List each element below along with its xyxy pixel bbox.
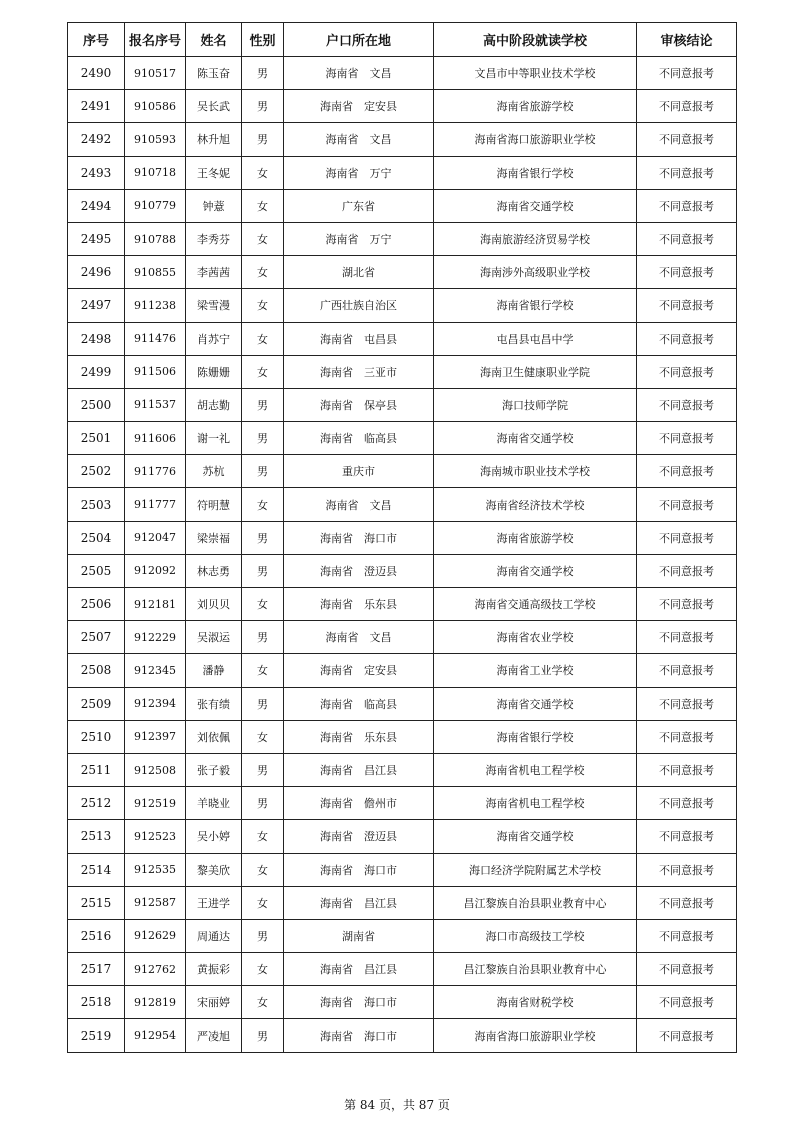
cell-gender: 女 bbox=[242, 355, 284, 388]
cell-seq: 2510 bbox=[68, 720, 125, 753]
cell-school: 海南省交通学校 bbox=[434, 554, 637, 587]
cell-seq: 2503 bbox=[68, 488, 125, 521]
cell-reg-no: 912345 bbox=[125, 654, 186, 687]
table-row bbox=[68, 953, 737, 986]
cell-seq: 2504 bbox=[68, 521, 125, 554]
cell-name: 吴小婷 bbox=[186, 820, 242, 853]
cell-seq: 2519 bbox=[68, 1019, 125, 1052]
cell-gender: 男 bbox=[242, 422, 284, 455]
table-row bbox=[68, 156, 737, 189]
table-row bbox=[68, 488, 737, 521]
table-row bbox=[68, 753, 737, 786]
cell-gender: 女 bbox=[242, 654, 284, 687]
cell-school: 海南省旅游学校 bbox=[434, 90, 637, 123]
cell-reg-no: 912181 bbox=[125, 588, 186, 621]
cell-conclusion: 不同意报考 bbox=[637, 90, 737, 123]
cell-conclusion: 不同意报考 bbox=[637, 422, 737, 455]
cell-hukou: 海南省 海口市 bbox=[284, 1019, 434, 1052]
cell-seq: 2491 bbox=[68, 90, 125, 123]
cell-reg-no: 910593 bbox=[125, 123, 186, 156]
page-footer bbox=[0, 1096, 794, 1113]
cell-school: 海南省海口旅游职业学校 bbox=[434, 123, 637, 156]
column-header-seq: 序号 bbox=[68, 23, 125, 57]
applicant-table-container bbox=[67, 22, 736, 1053]
cell-hukou: 海南省 文昌 bbox=[284, 57, 434, 90]
table-row bbox=[68, 853, 737, 886]
cell-hukou: 海南省 乐东县 bbox=[284, 720, 434, 753]
cell-hukou: 海南省 海口市 bbox=[284, 521, 434, 554]
cell-conclusion: 不同意报考 bbox=[637, 820, 737, 853]
cell-seq: 2507 bbox=[68, 621, 125, 654]
cell-conclusion: 不同意报考 bbox=[637, 488, 737, 521]
cell-hukou: 海南省 乐东县 bbox=[284, 588, 434, 621]
cell-gender: 男 bbox=[242, 919, 284, 952]
cell-gender: 女 bbox=[242, 986, 284, 1019]
cell-conclusion: 不同意报考 bbox=[637, 322, 737, 355]
cell-hukou: 海南省 澄迈县 bbox=[284, 554, 434, 587]
cell-name: 陈姗姗 bbox=[186, 355, 242, 388]
cell-hukou: 海南省 澄迈县 bbox=[284, 820, 434, 853]
cell-seq: 2497 bbox=[68, 289, 125, 322]
cell-name: 张子毅 bbox=[186, 753, 242, 786]
table-row bbox=[68, 123, 737, 156]
cell-gender: 女 bbox=[242, 488, 284, 521]
cell-reg-no: 912629 bbox=[125, 919, 186, 952]
cell-conclusion: 不同意报考 bbox=[637, 123, 737, 156]
column-header-conclusion: 审核结论 bbox=[637, 23, 737, 57]
cell-seq: 2493 bbox=[68, 156, 125, 189]
cell-reg-no: 912954 bbox=[125, 1019, 186, 1052]
cell-conclusion: 不同意报考 bbox=[637, 388, 737, 421]
cell-name: 李秀芬 bbox=[186, 222, 242, 255]
cell-seq: 2509 bbox=[68, 687, 125, 720]
cell-hukou: 海南省 定安县 bbox=[284, 654, 434, 687]
cell-conclusion: 不同意报考 bbox=[637, 986, 737, 1019]
cell-school: 海口市高级技工学校 bbox=[434, 919, 637, 952]
cell-seq: 2513 bbox=[68, 820, 125, 853]
cell-reg-no: 911506 bbox=[125, 355, 186, 388]
cell-hukou: 海南省 海口市 bbox=[284, 986, 434, 1019]
cell-name: 潘静 bbox=[186, 654, 242, 687]
cell-school: 文昌市中等职业技术学校 bbox=[434, 57, 637, 90]
table-row bbox=[68, 687, 737, 720]
cell-hukou: 海南省 三亚市 bbox=[284, 355, 434, 388]
cell-gender: 男 bbox=[242, 123, 284, 156]
cell-seq: 2518 bbox=[68, 986, 125, 1019]
cell-hukou: 海南省 定安县 bbox=[284, 90, 434, 123]
cell-seq: 2496 bbox=[68, 256, 125, 289]
cell-conclusion: 不同意报考 bbox=[637, 687, 737, 720]
cell-seq: 2506 bbox=[68, 588, 125, 621]
cell-hukou: 海南省 昌江县 bbox=[284, 886, 434, 919]
cell-conclusion: 不同意报考 bbox=[637, 189, 737, 222]
cell-school: 海南省交通学校 bbox=[434, 189, 637, 222]
cell-gender: 男 bbox=[242, 57, 284, 90]
cell-gender: 男 bbox=[242, 521, 284, 554]
cell-school: 海南省交通学校 bbox=[434, 422, 637, 455]
cell-conclusion: 不同意报考 bbox=[637, 953, 737, 986]
table-row bbox=[68, 588, 737, 621]
cell-hukou: 海南省 临高县 bbox=[284, 422, 434, 455]
cell-reg-no: 911537 bbox=[125, 388, 186, 421]
cell-gender: 女 bbox=[242, 222, 284, 255]
table-row bbox=[68, 289, 737, 322]
cell-gender: 女 bbox=[242, 289, 284, 322]
cell-school: 海南省银行学校 bbox=[434, 156, 637, 189]
table-row bbox=[68, 222, 737, 255]
cell-hukou: 重庆市 bbox=[284, 455, 434, 488]
cell-hukou: 海南省 文昌 bbox=[284, 621, 434, 654]
cell-school: 昌江黎族自治县职业教育中心 bbox=[434, 953, 637, 986]
table-row bbox=[68, 720, 737, 753]
cell-seq: 2511 bbox=[68, 753, 125, 786]
cell-conclusion: 不同意报考 bbox=[637, 156, 737, 189]
cell-name: 王冬妮 bbox=[186, 156, 242, 189]
cell-school: 海南省机电工程学校 bbox=[434, 753, 637, 786]
cell-hukou: 海南省 临高县 bbox=[284, 687, 434, 720]
column-header-hukou: 户口所在地 bbox=[284, 23, 434, 57]
cell-hukou: 海南省 保亭县 bbox=[284, 388, 434, 421]
cell-conclusion: 不同意报考 bbox=[637, 256, 737, 289]
cell-conclusion: 不同意报考 bbox=[637, 787, 737, 820]
table-row bbox=[68, 388, 737, 421]
cell-conclusion: 不同意报考 bbox=[637, 753, 737, 786]
cell-reg-no: 912508 bbox=[125, 753, 186, 786]
cell-school: 海南省经济技术学校 bbox=[434, 488, 637, 521]
cell-seq: 2516 bbox=[68, 919, 125, 952]
cell-seq: 2517 bbox=[68, 953, 125, 986]
table-row bbox=[68, 355, 737, 388]
cell-seq: 2498 bbox=[68, 322, 125, 355]
table-row bbox=[68, 57, 737, 90]
column-header-reg-no: 报名序号 bbox=[125, 23, 186, 57]
cell-hukou: 海南省 屯昌县 bbox=[284, 322, 434, 355]
cell-school: 海南省财税学校 bbox=[434, 986, 637, 1019]
cell-name: 张有绩 bbox=[186, 687, 242, 720]
column-header-name: 姓名 bbox=[186, 23, 242, 57]
cell-name: 林升旭 bbox=[186, 123, 242, 156]
cell-school: 海南省银行学校 bbox=[434, 720, 637, 753]
cell-seq: 2492 bbox=[68, 123, 125, 156]
cell-name: 符明慧 bbox=[186, 488, 242, 521]
cell-gender: 男 bbox=[242, 388, 284, 421]
cell-reg-no: 912523 bbox=[125, 820, 186, 853]
cell-seq: 2501 bbox=[68, 422, 125, 455]
table-row bbox=[68, 919, 737, 952]
cell-seq: 2514 bbox=[68, 853, 125, 886]
cell-name: 林志勇 bbox=[186, 554, 242, 587]
cell-name: 黎美欣 bbox=[186, 853, 242, 886]
cell-name: 谢一礼 bbox=[186, 422, 242, 455]
table-row bbox=[68, 322, 737, 355]
cell-conclusion: 不同意报考 bbox=[637, 355, 737, 388]
cell-hukou: 湖北省 bbox=[284, 256, 434, 289]
cell-seq: 2502 bbox=[68, 455, 125, 488]
cell-hukou: 海南省 文昌 bbox=[284, 488, 434, 521]
cell-conclusion: 不同意报考 bbox=[637, 57, 737, 90]
cell-name: 宋丽婷 bbox=[186, 986, 242, 1019]
cell-name: 王进学 bbox=[186, 886, 242, 919]
cell-gender: 男 bbox=[242, 687, 284, 720]
cell-name: 钟薏 bbox=[186, 189, 242, 222]
cell-reg-no: 912397 bbox=[125, 720, 186, 753]
table-row bbox=[68, 654, 737, 687]
cell-school: 海南省农业学校 bbox=[434, 621, 637, 654]
cell-gender: 女 bbox=[242, 256, 284, 289]
cell-reg-no: 911238 bbox=[125, 289, 186, 322]
cell-reg-no: 912047 bbox=[125, 521, 186, 554]
cell-name: 羊晓业 bbox=[186, 787, 242, 820]
table-header-row bbox=[68, 23, 737, 57]
cell-reg-no: 912535 bbox=[125, 853, 186, 886]
cell-school: 海南省交通高级技工学校 bbox=[434, 588, 637, 621]
cell-name: 吴长武 bbox=[186, 90, 242, 123]
cell-hukou: 海南省 万宁 bbox=[284, 156, 434, 189]
cell-school: 海南城市职业技术学校 bbox=[434, 455, 637, 488]
cell-seq: 2494 bbox=[68, 189, 125, 222]
cell-hukou: 海南省 万宁 bbox=[284, 222, 434, 255]
cell-reg-no: 911606 bbox=[125, 422, 186, 455]
cell-hukou: 海南省 昌江县 bbox=[284, 953, 434, 986]
cell-name: 胡志勤 bbox=[186, 388, 242, 421]
cell-reg-no: 912819 bbox=[125, 986, 186, 1019]
cell-reg-no: 911776 bbox=[125, 455, 186, 488]
cell-school: 海南省银行学校 bbox=[434, 289, 637, 322]
cell-seq: 2500 bbox=[68, 388, 125, 421]
table-row bbox=[68, 820, 737, 853]
cell-reg-no: 912092 bbox=[125, 554, 186, 587]
table-row bbox=[68, 422, 737, 455]
cell-reg-no: 912519 bbox=[125, 787, 186, 820]
cell-gender: 女 bbox=[242, 953, 284, 986]
cell-school: 海南省交通学校 bbox=[434, 820, 637, 853]
cell-gender: 女 bbox=[242, 156, 284, 189]
cell-seq: 2515 bbox=[68, 886, 125, 919]
cell-gender: 男 bbox=[242, 455, 284, 488]
cell-seq: 2512 bbox=[68, 787, 125, 820]
cell-conclusion: 不同意报考 bbox=[637, 455, 737, 488]
cell-school: 海南旅游经济贸易学校 bbox=[434, 222, 637, 255]
column-header-gender: 性别 bbox=[242, 23, 284, 57]
cell-reg-no: 910718 bbox=[125, 156, 186, 189]
cell-gender: 女 bbox=[242, 322, 284, 355]
cell-seq: 2490 bbox=[68, 57, 125, 90]
cell-gender: 男 bbox=[242, 554, 284, 587]
cell-gender: 男 bbox=[242, 1019, 284, 1052]
cell-reg-no: 912587 bbox=[125, 886, 186, 919]
cell-gender: 男 bbox=[242, 621, 284, 654]
cell-gender: 女 bbox=[242, 588, 284, 621]
cell-school: 海口经济学院附属艺术学校 bbox=[434, 853, 637, 886]
cell-hukou: 海南省 海口市 bbox=[284, 853, 434, 886]
cell-name: 刘依佩 bbox=[186, 720, 242, 753]
table-row bbox=[68, 256, 737, 289]
cell-school: 海口技师学院 bbox=[434, 388, 637, 421]
cell-gender: 男 bbox=[242, 90, 284, 123]
cell-reg-no: 910517 bbox=[125, 57, 186, 90]
cell-name: 周通达 bbox=[186, 919, 242, 952]
cell-reg-no: 911777 bbox=[125, 488, 186, 521]
cell-conclusion: 不同意报考 bbox=[637, 853, 737, 886]
cell-name: 梁崇福 bbox=[186, 521, 242, 554]
cell-school: 海南省机电工程学校 bbox=[434, 787, 637, 820]
cell-gender: 女 bbox=[242, 189, 284, 222]
cell-reg-no: 910855 bbox=[125, 256, 186, 289]
cell-gender: 女 bbox=[242, 720, 284, 753]
cell-name: 陈玉奋 bbox=[186, 57, 242, 90]
cell-gender: 女 bbox=[242, 886, 284, 919]
cell-school: 海南省工业学校 bbox=[434, 654, 637, 687]
cell-school: 海南省交通学校 bbox=[434, 687, 637, 720]
cell-name: 刘贝贝 bbox=[186, 588, 242, 621]
cell-conclusion: 不同意报考 bbox=[637, 720, 737, 753]
cell-reg-no: 910779 bbox=[125, 189, 186, 222]
cell-gender: 男 bbox=[242, 753, 284, 786]
table-row bbox=[68, 986, 737, 1019]
table-row bbox=[68, 189, 737, 222]
table-body bbox=[68, 57, 737, 1053]
cell-name: 黄振彩 bbox=[186, 953, 242, 986]
column-header-school: 高中阶段就读学校 bbox=[434, 23, 637, 57]
cell-school: 海南卫生健康职业学院 bbox=[434, 355, 637, 388]
cell-conclusion: 不同意报考 bbox=[637, 919, 737, 952]
cell-conclusion: 不同意报考 bbox=[637, 222, 737, 255]
cell-school: 海南省海口旅游职业学校 bbox=[434, 1019, 637, 1052]
cell-conclusion: 不同意报考 bbox=[637, 1019, 737, 1052]
cell-gender: 男 bbox=[242, 787, 284, 820]
cell-name: 严凌旭 bbox=[186, 1019, 242, 1052]
cell-name: 梁雪漫 bbox=[186, 289, 242, 322]
table-row bbox=[68, 1019, 737, 1052]
cell-reg-no: 911476 bbox=[125, 322, 186, 355]
cell-reg-no: 912394 bbox=[125, 687, 186, 720]
cell-gender: 女 bbox=[242, 820, 284, 853]
cell-gender: 女 bbox=[242, 853, 284, 886]
table-row bbox=[68, 554, 737, 587]
table-row bbox=[68, 521, 737, 554]
cell-school: 海南省旅游学校 bbox=[434, 521, 637, 554]
cell-hukou: 广东省 bbox=[284, 189, 434, 222]
cell-hukou: 湖南省 bbox=[284, 919, 434, 952]
cell-reg-no: 912229 bbox=[125, 621, 186, 654]
cell-school: 海南涉外高级职业学校 bbox=[434, 256, 637, 289]
cell-seq: 2499 bbox=[68, 355, 125, 388]
table-row bbox=[68, 886, 737, 919]
table-row bbox=[68, 621, 737, 654]
cell-seq: 2495 bbox=[68, 222, 125, 255]
cell-conclusion: 不同意报考 bbox=[637, 886, 737, 919]
cell-hukou: 广西壮族自治区 bbox=[284, 289, 434, 322]
cell-school: 屯昌县屯昌中学 bbox=[434, 322, 637, 355]
cell-name: 肖苏宁 bbox=[186, 322, 242, 355]
cell-hukou: 海南省 文昌 bbox=[284, 123, 434, 156]
cell-seq: 2505 bbox=[68, 554, 125, 587]
cell-conclusion: 不同意报考 bbox=[637, 554, 737, 587]
cell-name: 李茜茜 bbox=[186, 256, 242, 289]
cell-name: 苏杭 bbox=[186, 455, 242, 488]
table-row bbox=[68, 455, 737, 488]
cell-conclusion: 不同意报考 bbox=[637, 289, 737, 322]
cell-reg-no: 910788 bbox=[125, 222, 186, 255]
cell-seq: 2508 bbox=[68, 654, 125, 687]
cell-school: 昌江黎族自治县职业教育中心 bbox=[434, 886, 637, 919]
applicant-review-table bbox=[67, 22, 737, 1053]
cell-hukou: 海南省 儋州市 bbox=[284, 787, 434, 820]
cell-reg-no: 912762 bbox=[125, 953, 186, 986]
page-number-label: 第 84 页，共 87 页 bbox=[344, 1098, 450, 1112]
cell-conclusion: 不同意报考 bbox=[637, 521, 737, 554]
cell-conclusion: 不同意报考 bbox=[637, 621, 737, 654]
cell-name: 吴淑运 bbox=[186, 621, 242, 654]
table-row bbox=[68, 787, 737, 820]
cell-conclusion: 不同意报考 bbox=[637, 654, 737, 687]
cell-hukou: 海南省 昌江县 bbox=[284, 753, 434, 786]
cell-reg-no: 910586 bbox=[125, 90, 186, 123]
cell-conclusion: 不同意报考 bbox=[637, 588, 737, 621]
table-row bbox=[68, 90, 737, 123]
